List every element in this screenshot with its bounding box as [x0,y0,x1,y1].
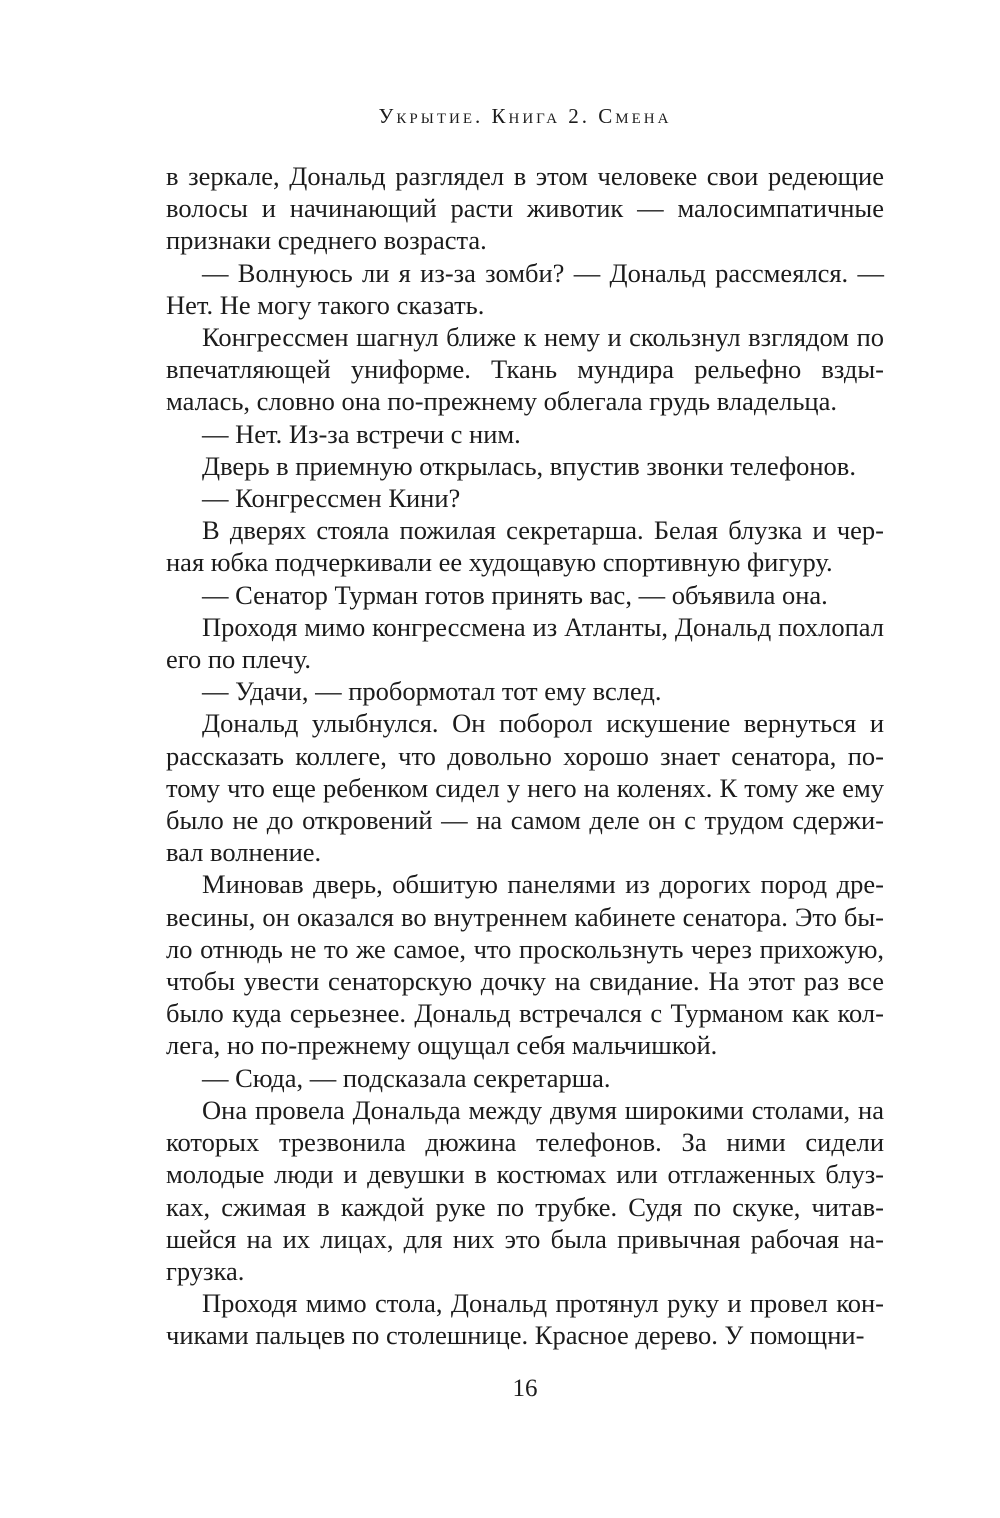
paragraph: — Конгрессмен Кини? [202,483,461,514]
paragraph: Проходя мимо стола, Дональд протянул руку и провел кончиками пальцев по столешнице. Красное дерево. У помощни- [166,1288,884,1351]
body-text [166,160,884,1352]
paragraph: — Сенатор Турман готов принять вас, — объявила она. [202,579,828,610]
paragraph: Она провела Дональда между двумя широкими столами, на которых трезвонила дюжина телефонов. За ними сидели молодые люди и девушки в костюмах или отглаженных блузках, сжимая в каждой руке по трубке. Судя по скуке, читавшейся на их лицах, для них это была привычная рабочая нагрузка. [166,1094,884,1286]
paragraph: Дональд улыбнулся. Он поборол искушение вернуться и рассказать коллеге, что довольно хорошо знает сенатора, потому что еще ребенком сидел у него на коленях. К тому же ему было не до откровений — на самом деле он с трудом сдерживал волнение. [166,708,884,868]
page-number: 16 [512,1375,538,1402]
paragraph: Дверь в приемную открылась, впустив звонки телефонов. [202,450,856,481]
running-head: Укрытие. Книга 2. Смена [378,104,672,128]
paragraph: — Удачи, — пробормотал тот ему вслед. [202,676,662,707]
paragraph: — Нет. Из-за встречи с ним. [202,418,521,449]
paragraph: Проходя мимо конгрессмена из Атланты, Дональд похлопал его по плечу. [166,611,884,675]
paragraph: Конгрессмен шагнул ближе к нему и скользнул взглядом по впечатляющей униформе. Ткань мундира рельефно вздымалась, словно она по-прежнему облегала грудь владельца. [166,322,884,417]
paragraph: — Волнуюсь ли я из-за зомби? — Дональд рассмеялся. — Нет. Не могу такого сказать. [166,257,884,320]
paragraph: Миновав дверь, обшитую панелями из дорогих пород древесины, он оказался во внутреннем кабинете сенатора. Это было отнюдь не то же самое, что проскользнуть через прихожую, чтобы увести сенаторскую дочку на свидание. На этот раз все было куда серьезнее. Дональд встречался с Турманом как коллега, но по-прежнему ощущал себя мальчишкой. [166,869,884,1061]
paragraph: в зеркале, Дональд разглядел в этом человеке свои редеющие волосы и начинающий расти животик — малосимпатичные признаки среднего возраста. [166,161,884,256]
paragraph: — Сюда, — подсказала секретарша. [202,1062,611,1093]
paragraph: В дверях стояла пожилая секретарша. Белая блузка и черная юбка подчеркивали ее худощавую спортивную фигуру. [166,515,884,578]
